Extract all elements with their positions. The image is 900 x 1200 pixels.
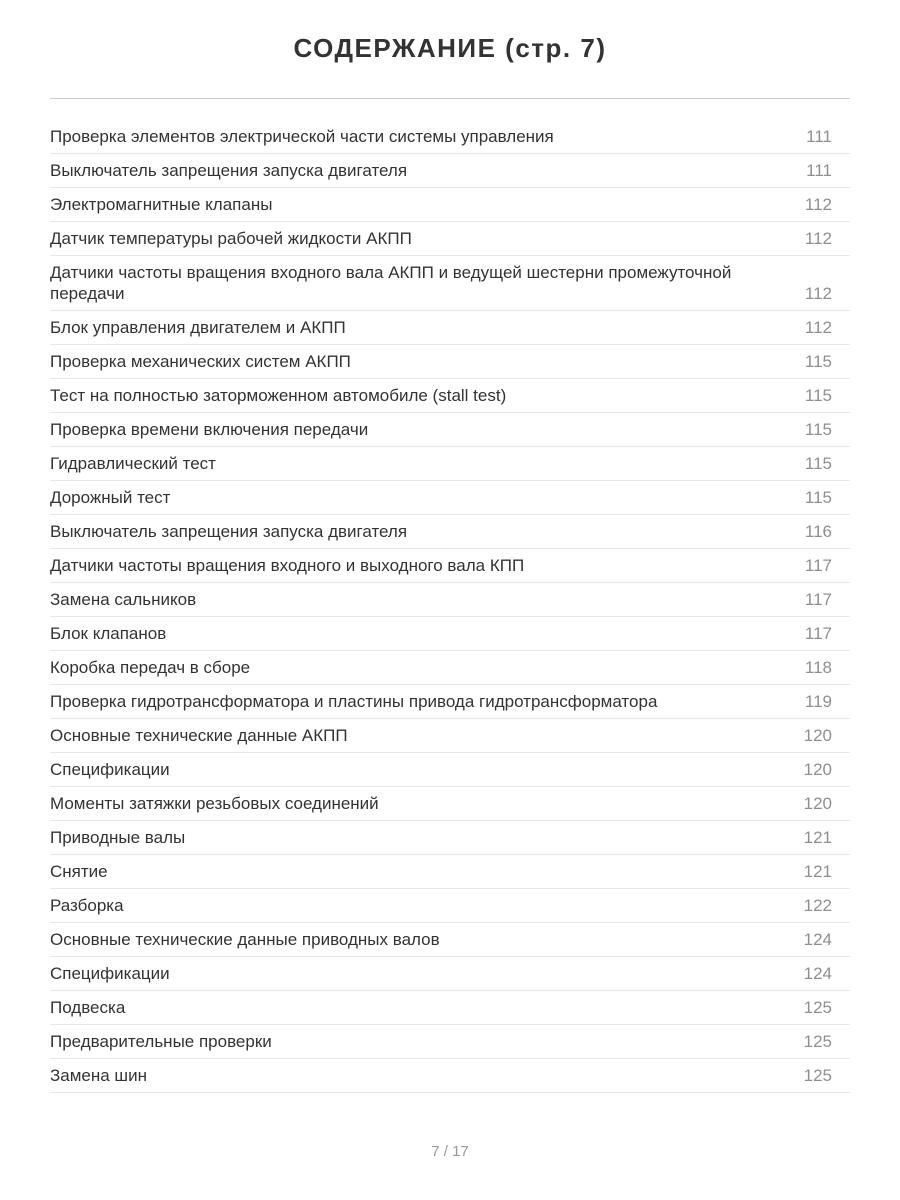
toc-entry-page: 121 [803,862,832,881]
toc-entry-title: Датчики частоты вращения входного вала АКПП и ведущей шестерни промежуточной передачи [50,263,732,303]
toc-entry-page: 125 [803,998,832,1017]
toc-list [50,120,850,1093]
toc-entry-page: 125 [803,1032,832,1051]
document-page [50,30,850,1161]
toc-entry-title: Замена сальников [50,590,197,609]
toc-entry-page: 115 [804,420,832,439]
toc-entry-title: Выключатель запрещения запуска двигателя [50,161,408,180]
toc-entry[interactable] [50,549,850,583]
toc-entry[interactable] [50,120,850,154]
toc-entry-title: Основные технические данные АКПП [50,726,348,745]
toc-entry[interactable] [50,222,850,256]
toc-entry[interactable] [50,379,850,413]
toc-entry-title: Выключатель запрещения запуска двигателя [50,522,408,541]
toc-entry-title: Спецификации [50,760,170,779]
toc-entry[interactable] [50,821,850,855]
toc-entry[interactable] [50,1059,850,1093]
toc-entry[interactable] [50,256,850,311]
toc-entry-title: Электромагнитные клапаны [50,195,273,214]
toc-entry[interactable] [50,583,850,617]
toc-entry-title: Проверка времени включения передачи [50,420,369,439]
toc-entry-page: 120 [803,760,832,779]
toc-entry-page: 120 [803,726,832,745]
toc-entry[interactable] [50,957,850,991]
toc-entry-page: 115 [804,488,832,507]
toc-entry-page: 111 [806,161,832,180]
toc-entry[interactable] [50,413,850,447]
toc-entry[interactable] [50,685,850,719]
toc-entry[interactable] [50,345,850,379]
toc-entry-title: Проверка элементов электрической части системы управления [50,127,554,146]
toc-entry-page: 118 [804,658,832,677]
toc-entry[interactable] [50,188,850,222]
toc-entry[interactable] [50,753,850,787]
toc-entry[interactable] [50,787,850,821]
toc-entry-title: Тест на полностью заторможенном автомобиле (stall test) [50,386,507,405]
toc-entry[interactable] [50,154,850,188]
toc-entry-page: 112 [804,318,832,337]
toc-entry-title: Гидравлический тест [50,454,216,473]
toc-entry-title: Разборка [50,896,124,915]
toc-entry-title: Предварительные проверки [50,1032,272,1051]
toc-entry-title: Датчики частоты вращения входного и выходного вала КПП [50,556,525,575]
toc-entry-title: Замена шин [50,1066,147,1085]
toc-entry-title: Моменты затяжки резьбовых соединений [50,794,379,813]
toc-entry-title: Проверка гидротрансформатора и пластины привода гидротрансформатора [50,692,658,711]
toc-entry-page: 112 [804,229,832,248]
toc-entry-title: Блок управления двигателем и АКПП [50,318,346,337]
toc-entry[interactable] [50,855,850,889]
title-divider [50,98,850,99]
toc-entry-page: 112 [804,195,832,214]
toc-entry[interactable] [50,889,850,923]
toc-entry-title: Датчик температуры рабочей жидкости АКПП [50,229,412,248]
toc-entry-page: 121 [803,828,832,847]
toc-entry-page: 117 [804,590,832,609]
toc-entry[interactable] [50,651,850,685]
toc-entry-title: Снятие [50,862,108,881]
toc-entry[interactable] [50,991,850,1025]
toc-entry[interactable] [50,923,850,957]
toc-entry-title: Проверка механических систем АКПП [50,352,351,371]
toc-entry[interactable] [50,719,850,753]
page-indicator: 7 / 17 [431,1143,469,1160]
toc-entry[interactable] [50,617,850,651]
toc-entry[interactable] [50,447,850,481]
toc-entry-title: Подвеска [50,998,126,1017]
page-title: СОДЕРЖАНИЕ (стр. 7) [293,33,607,63]
toc-entry-page: 122 [803,896,832,915]
toc-entry-page: 112 [804,284,832,303]
toc-entry-page: 115 [804,454,832,473]
toc-entry[interactable] [50,1025,850,1059]
toc-entry-title: Дорожный тест [50,488,171,507]
toc-entry-page: 124 [803,930,832,949]
toc-entry-page: 124 [803,964,832,983]
toc-entry-page: 111 [806,127,832,146]
toc-entry[interactable] [50,311,850,345]
toc-entry[interactable] [50,481,850,515]
toc-entry-page: 115 [804,386,832,405]
toc-entry-page: 120 [803,794,832,813]
toc-entry-title: Приводные валы [50,828,186,847]
toc-entry-page: 125 [803,1066,832,1085]
toc-entry-title: Основные технические данные приводных валов [50,930,440,949]
toc-entry[interactable] [50,515,850,549]
toc-entry-page: 119 [804,692,832,711]
toc-entry-page: 116 [804,522,832,541]
toc-entry-page: 117 [804,556,832,575]
toc-entry-title: Коробка передач в сборе [50,658,251,677]
toc-entry-page: 117 [804,624,832,643]
toc-entry-page: 115 [804,352,832,371]
toc-entry-title: Спецификации [50,964,170,983]
toc-entry-title: Блок клапанов [50,624,167,643]
